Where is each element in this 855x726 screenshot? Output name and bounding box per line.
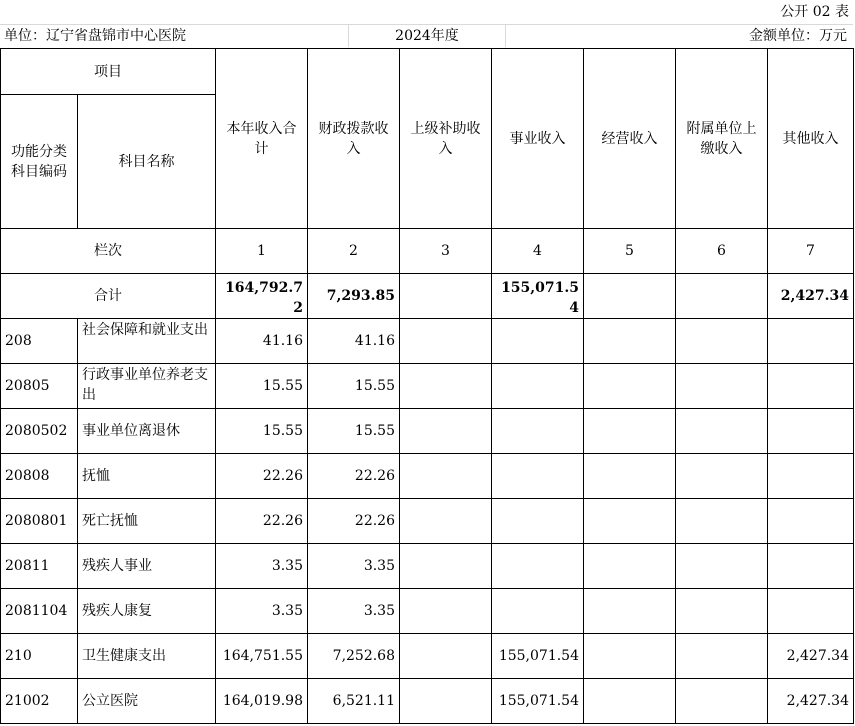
header-total-income: 本年收入合计 <box>216 49 308 229</box>
affiliated-cell <box>676 499 768 544</box>
header-superior: 上级补助收入 <box>400 49 492 229</box>
affiliated-cell <box>676 319 768 364</box>
subject-name-cell: 抚恤 <box>78 454 216 499</box>
unit-name: 单位：辽宁省盘锦市中心医院 <box>4 28 186 44</box>
operating-cell <box>584 364 676 409</box>
total-income-cell: 15.55 <box>216 364 308 409</box>
operating-cell <box>584 679 676 724</box>
header-func-code: 功能分类科目编码 <box>1 95 78 229</box>
operating-cell <box>584 454 676 499</box>
total-affiliated-value <box>676 274 768 319</box>
total-other-value: 2,427.34 <box>768 274 854 319</box>
column-index-1: 1 <box>216 229 308 274</box>
affiliated-cell <box>676 454 768 499</box>
subject-name-cell: 卫生健康支出 <box>78 634 216 679</box>
table-row <box>1 409 854 454</box>
header-other: 其他收入 <box>768 49 854 229</box>
total-fiscal-value: 7,293.85 <box>308 274 400 319</box>
header-operating: 经营收入 <box>584 49 676 229</box>
column-index-3: 3 <box>400 229 492 274</box>
column-index-5: 5 <box>584 229 676 274</box>
other-cell <box>768 409 854 454</box>
total-label: 合计 <box>1 274 216 319</box>
func-code-cell: 2080801 <box>1 499 78 544</box>
fiscal-cell: 15.55 <box>308 409 400 454</box>
superior-cell <box>400 364 492 409</box>
superior-cell <box>400 634 492 679</box>
business-cell <box>492 499 584 544</box>
fiscal-cell: 3.35 <box>308 589 400 634</box>
fiscal-cell: 7,252.68 <box>308 634 400 679</box>
operating-cell <box>584 589 676 634</box>
column-index-label: 栏次 <box>1 229 216 274</box>
fiscal-cell: 22.26 <box>308 454 400 499</box>
business-cell <box>492 319 584 364</box>
operating-cell <box>584 499 676 544</box>
other-cell: 2,427.34 <box>768 634 854 679</box>
total-income-cell: 164,019.98 <box>216 679 308 724</box>
affiliated-cell <box>676 589 768 634</box>
affiliated-cell <box>676 409 768 454</box>
business-cell <box>492 544 584 589</box>
income-table <box>0 48 854 724</box>
superior-cell <box>400 454 492 499</box>
other-cell <box>768 544 854 589</box>
total-income-cell: 22.26 <box>216 454 308 499</box>
func-code-cell: 208 <box>1 319 78 364</box>
fiscal-cell: 22.26 <box>308 499 400 544</box>
total-business-value: 155,071.54 <box>492 274 584 319</box>
fiscal-cell: 3.35 <box>308 544 400 589</box>
func-code-cell: 21002 <box>1 679 78 724</box>
money-unit: 金额单位：万元 <box>749 28 847 44</box>
func-code-cell: 20805 <box>1 364 78 409</box>
table-row <box>1 634 854 679</box>
subject-name-cell: 残疾人康复 <box>78 589 216 634</box>
business-cell <box>492 409 584 454</box>
superior-cell <box>400 319 492 364</box>
header-row-1 <box>1 49 854 95</box>
subject-name-cell: 公立医院 <box>78 679 216 724</box>
column-index-7: 7 <box>768 229 854 274</box>
total-income-cell: 15.55 <box>216 409 308 454</box>
subject-name-cell: 事业单位离退休 <box>78 409 216 454</box>
column-index-6: 6 <box>676 229 768 274</box>
superior-cell <box>400 589 492 634</box>
func-code-cell: 20808 <box>1 454 78 499</box>
func-code-cell: 210 <box>1 634 78 679</box>
other-cell <box>768 589 854 634</box>
superior-cell <box>400 544 492 589</box>
operating-cell <box>584 544 676 589</box>
total-income-cell: 41.16 <box>216 319 308 364</box>
fiscal-cell: 41.16 <box>308 319 400 364</box>
other-cell <box>768 454 854 499</box>
affiliated-cell <box>676 634 768 679</box>
operating-cell <box>584 634 676 679</box>
affiliated-cell <box>676 679 768 724</box>
total-row <box>1 274 854 319</box>
business-cell <box>492 589 584 634</box>
func-code-cell: 20811 <box>1 544 78 589</box>
header-business: 事业收入 <box>492 49 584 229</box>
table-row <box>1 454 854 499</box>
column-index-row <box>1 229 854 274</box>
other-cell <box>768 499 854 544</box>
total-income-cell: 164,751.55 <box>216 634 308 679</box>
fiscal-cell: 6,521.11 <box>308 679 400 724</box>
subject-name-cell: 残疾人事业 <box>78 544 216 589</box>
affiliated-cell <box>676 364 768 409</box>
table-row <box>1 544 854 589</box>
other-cell <box>768 319 854 364</box>
report-year: 2024年度 <box>348 25 506 47</box>
total-income-cell: 3.35 <box>216 589 308 634</box>
operating-cell <box>584 409 676 454</box>
total-operating-value <box>584 274 676 319</box>
superior-cell <box>400 499 492 544</box>
table-row <box>1 364 854 409</box>
header-affiliated: 附属单位上缴收入 <box>676 49 768 229</box>
other-cell: 2,427.34 <box>768 679 854 724</box>
business-cell: 155,071.54 <box>492 634 584 679</box>
total-superior-value <box>400 274 492 319</box>
column-index-2: 2 <box>308 229 400 274</box>
report-code: 公开 02 表 <box>780 4 849 20</box>
subject-name-cell: 死亡抚恤 <box>78 499 216 544</box>
affiliated-cell <box>676 544 768 589</box>
total-income-value: 164,792.72 <box>216 274 308 319</box>
func-code-cell: 2080502 <box>1 409 78 454</box>
table-row <box>1 319 854 364</box>
header-fiscal: 财政拨款收入 <box>308 49 400 229</box>
header-project: 项目 <box>1 49 216 95</box>
superior-cell <box>400 679 492 724</box>
total-income-cell: 22.26 <box>216 499 308 544</box>
superior-cell <box>400 409 492 454</box>
header-subject-name: 科目名称 <box>78 95 216 229</box>
func-code-cell: 2081104 <box>1 589 78 634</box>
table-row <box>1 679 854 724</box>
subject-name-cell: 行政事业单位养老支出 <box>78 364 216 409</box>
report-info-row <box>0 24 853 47</box>
business-cell <box>492 454 584 499</box>
subject-name-cell: 社会保障和就业支出 <box>78 319 216 364</box>
column-index-4: 4 <box>492 229 584 274</box>
business-cell <box>492 364 584 409</box>
fiscal-cell: 15.55 <box>308 364 400 409</box>
business-cell: 155,071.54 <box>492 679 584 724</box>
table-row <box>1 589 854 634</box>
other-cell <box>768 364 854 409</box>
operating-cell <box>584 319 676 364</box>
total-income-cell: 3.35 <box>216 544 308 589</box>
table-row <box>1 499 854 544</box>
